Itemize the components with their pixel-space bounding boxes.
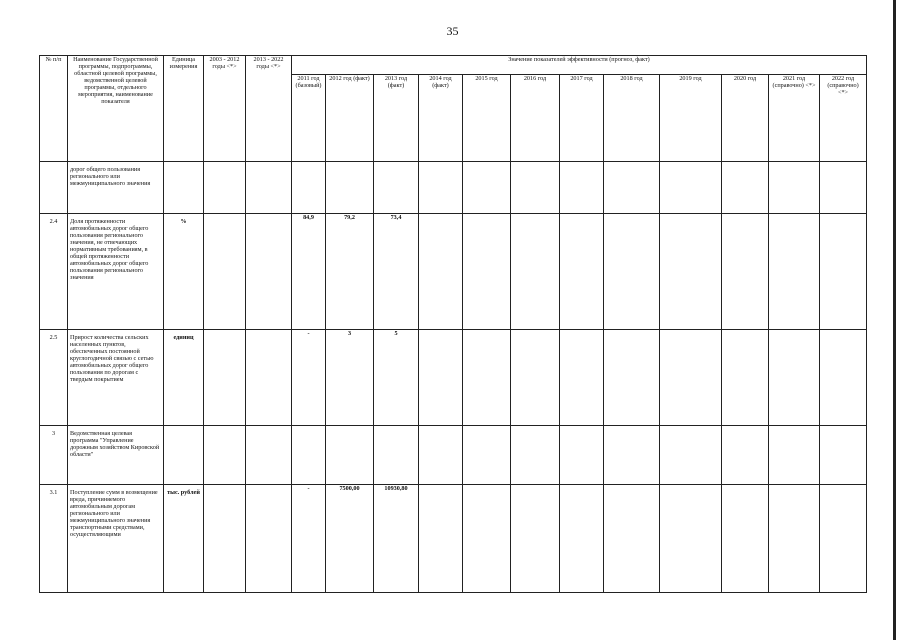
table-row — [40, 162, 867, 214]
value-cell — [292, 426, 326, 485]
empty-period-cell — [246, 426, 292, 485]
value-cell — [419, 485, 463, 593]
value-cell — [660, 214, 722, 330]
header-year: 2013 год (факт) — [374, 75, 419, 162]
indicators-table — [39, 55, 867, 593]
value-cell — [560, 485, 604, 593]
value-cell — [463, 485, 511, 593]
value-cell — [374, 426, 419, 485]
value-cell — [660, 485, 722, 593]
value-cell — [463, 330, 511, 426]
value-cell — [560, 162, 604, 214]
value-cell — [326, 426, 374, 485]
value-cell: 84,9 — [292, 214, 326, 330]
empty-period-cell — [246, 162, 292, 214]
unit — [164, 426, 204, 485]
table-row — [40, 426, 867, 485]
header-year: 2015 год — [463, 75, 511, 162]
unit: единиц — [164, 330, 204, 426]
row-number: 2.4 — [40, 214, 68, 330]
value-cell — [374, 162, 419, 214]
header-year: 2017 год — [560, 75, 604, 162]
row-number: 3.1 — [40, 485, 68, 593]
header-year: 2020 год — [722, 75, 769, 162]
row-number: 3 — [40, 426, 68, 485]
value-cell — [419, 162, 463, 214]
value-cell — [463, 214, 511, 330]
header-year: 2022 год (справочно) <*> — [820, 75, 867, 162]
empty-period-cell — [246, 330, 292, 426]
value-cell: 3 — [326, 330, 374, 426]
unit: тыс. рублей — [164, 485, 204, 593]
value-cell — [820, 426, 867, 485]
empty-period-cell — [204, 162, 246, 214]
unit: % — [164, 214, 204, 330]
header-2013-2022: 2013 - 2022 годы <*> — [246, 56, 292, 162]
table-row — [40, 330, 867, 426]
header-name: Наименование Государственной программы, подпрограммы, областной целевой программы, ведомственной целевой программы, отдельного мероприятия, наименование показателя — [68, 56, 164, 162]
header-no: № п/п — [40, 56, 68, 162]
value-cell — [820, 162, 867, 214]
indicator-name: Поступление сумм в возмещение вреда, причиняемого автомобильным дорогам регионального или межмуниципального значения транспортными средствами, осуществляющими — [68, 485, 164, 593]
empty-period-cell — [246, 214, 292, 330]
value-cell — [604, 485, 660, 593]
value-cell: 5 — [374, 330, 419, 426]
value-cell — [722, 426, 769, 485]
value-cell — [511, 214, 560, 330]
value-cell — [722, 330, 769, 426]
header-year: 2019 год — [660, 75, 722, 162]
empty-period-cell — [246, 485, 292, 593]
value-cell — [326, 162, 374, 214]
value-cell — [769, 426, 820, 485]
value-cell — [560, 426, 604, 485]
value-cell — [511, 485, 560, 593]
value-cell: - — [292, 330, 326, 426]
value-cell — [292, 162, 326, 214]
value-cell: - — [292, 485, 326, 593]
value-cell — [820, 485, 867, 593]
header-unit: Единица измерения — [164, 56, 204, 162]
value-cell — [560, 214, 604, 330]
value-cell — [604, 162, 660, 214]
row-number: 2.5 — [40, 330, 68, 426]
header-year: 2014 год (факт) — [419, 75, 463, 162]
empty-period-cell — [204, 214, 246, 330]
header-year: 2021 год (справочно) <*> — [769, 75, 820, 162]
value-cell — [769, 485, 820, 593]
value-cell — [660, 330, 722, 426]
row-number — [40, 162, 68, 214]
header-year: 2016 год — [511, 75, 560, 162]
value-cell — [560, 330, 604, 426]
value-cell — [820, 330, 867, 426]
table-row — [40, 485, 867, 593]
value-cell: 10930,80 — [374, 485, 419, 593]
value-cell — [722, 214, 769, 330]
value-cell — [722, 485, 769, 593]
header-year: 2018 год — [604, 75, 660, 162]
header-group-title: Значение показателей эффективности (прогноз, факт) — [292, 56, 867, 75]
page-edge-line — [893, 0, 896, 640]
value-cell — [660, 162, 722, 214]
value-cell: 7500,00 — [326, 485, 374, 593]
indicator-name: Ведомственная целевая программа "Управление дорожным хозяйством Кировской области" — [68, 426, 164, 485]
empty-period-cell — [204, 485, 246, 593]
header-year: 2012 год (факт) — [326, 75, 374, 162]
value-cell — [769, 330, 820, 426]
empty-period-cell — [204, 426, 246, 485]
value-cell — [511, 330, 560, 426]
unit — [164, 162, 204, 214]
value-cell — [604, 214, 660, 330]
value-cell: 73,4 — [374, 214, 419, 330]
indicator-name: Доля протяженности автомобильных дорог общего пользования регионального значения, не отвечающих нормативным требованиям, в общей протяженности автомобильных дорог общего пользования регионального значения — [68, 214, 164, 330]
value-cell — [511, 426, 560, 485]
value-cell — [419, 330, 463, 426]
value-cell — [660, 426, 722, 485]
empty-period-cell — [204, 330, 246, 426]
header-2003-2012: 2003 - 2012 годы <*> — [204, 56, 246, 162]
value-cell — [511, 162, 560, 214]
value-cell — [463, 162, 511, 214]
indicator-name: Прирост количества сельских населенных пунктов, обеспеченных постоянной круглогодичной связью с сетью автомобильных дорог общего пользования по дорогам с твердым покрытием — [68, 330, 164, 426]
page-number: 35 — [446, 24, 459, 38]
value-cell — [820, 214, 867, 330]
value-cell — [769, 214, 820, 330]
value-cell — [604, 330, 660, 426]
value-cell: 79,2 — [326, 214, 374, 330]
indicator-name: дорог общего пользования регионального или межмуниципального значения — [68, 162, 164, 214]
value-cell — [769, 162, 820, 214]
value-cell — [419, 426, 463, 485]
value-cell — [604, 426, 660, 485]
value-cell — [419, 214, 463, 330]
value-cell — [463, 426, 511, 485]
table-row — [40, 214, 867, 330]
header-year: 2011 год (базовый) — [292, 75, 326, 162]
value-cell — [722, 162, 769, 214]
